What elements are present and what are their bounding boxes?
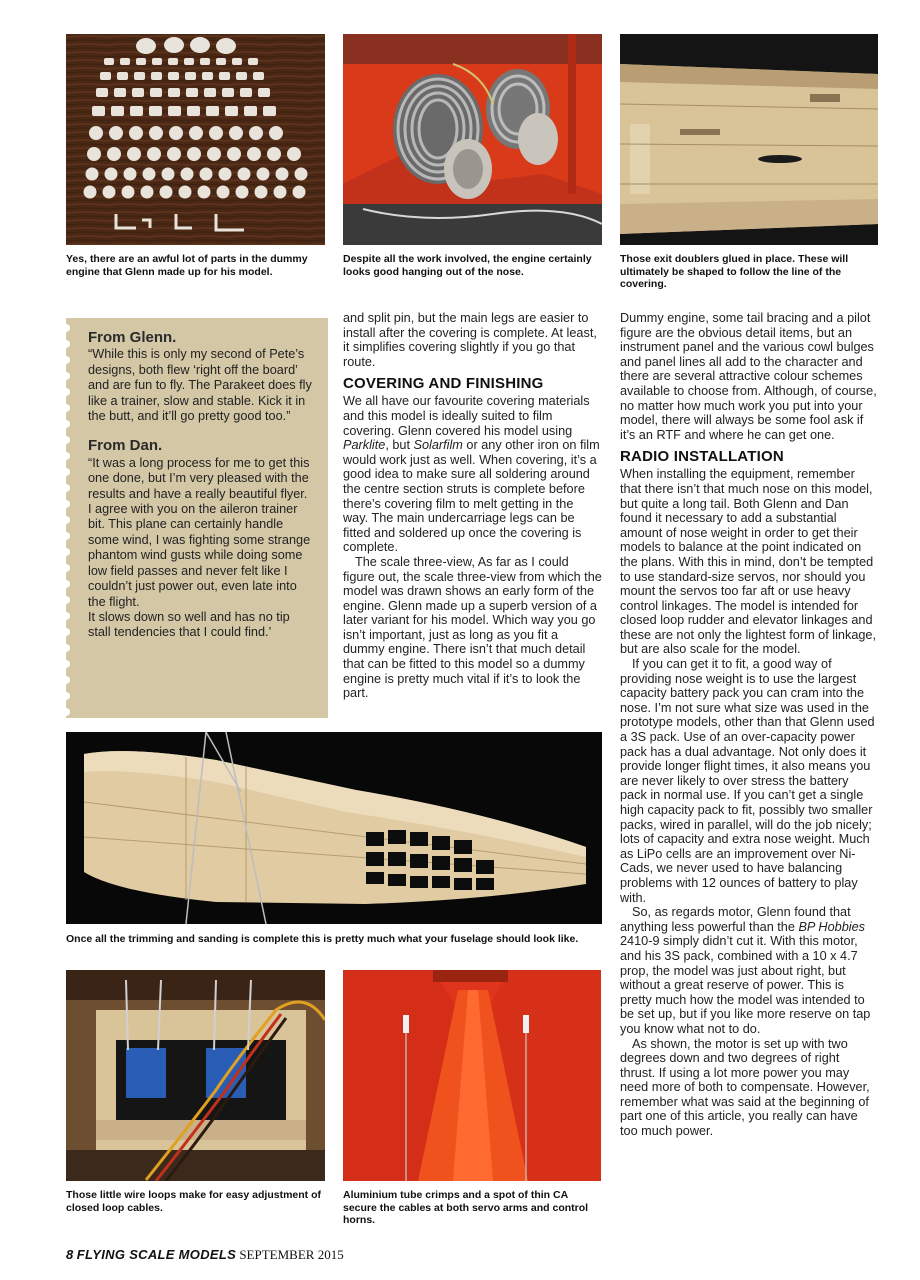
photo-tube-crimps (343, 970, 601, 1181)
wire-loops-illustration (66, 970, 325, 1181)
col2-paragraph-3: The scale three-view, As far as I could figure out, the scale three-view from which the model was drawn shows an early form of the engine. Glenn made up a superb version of a later variant for his model. Which way you go isn’t important, just as long as you fit a dummy engine. There isn’t that much detail that can be fitted to this model so a dummy engine is pretty much vital if it’s to look the part. (343, 554, 602, 701)
article-column-3 (620, 311, 878, 1139)
caption-wire-loops: Those little wire loops make for easy adjustment of closed loop cables. (66, 1189, 321, 1214)
page-footer (66, 1247, 344, 1263)
photo-engine-nose (343, 34, 602, 245)
quote-dan-text-2: It slows down so well and has no tip stall tendencies that I could find.’ (88, 609, 290, 640)
photo-engine-parts (66, 34, 325, 245)
engine-parts-illustration (66, 34, 325, 245)
exit-doublers-illustration (620, 34, 878, 245)
quote-glenn-text: “While this is only my second of Pete’s designs, both flew ‘right off the board’ and are fun to fly. The Parakeet does fly like a trainer, slow and stable. Kick it in the butt, and it’ll go pretty good too.” (88, 347, 312, 424)
col2-paragraph-1: and split pin, but the main legs are easier to install after the covering is complete. At least, it simplifies covering slightly if you go that route. (343, 311, 597, 369)
col3-paragraph-4: So, as regards motor, Glenn found that anything less powerful than the BP Hobbies 2410-9 simply didn’t cut it. With this motor, and his 3S pack, combined with a 10 x 4.7 prop, the model was just about right, but without a great reserve of power. This is pretty much how the model was intended to be set up, but if you like more reserve on tap you know what not to do. (620, 905, 871, 1036)
col3-paragraph-1: Dummy engine, some tail bracing and a pilot figure are the obvious detail items, but an instrument panel and the various cowl bulges and panel lines all add to the character and there are several attractive colour schemes available to choose from. Although, of course, no matter how much work you put into your model, there will always be some fool ask if it’s an RTF and where he can get one. (620, 311, 877, 442)
caption-engine-nose: Despite all the work involved, the engine certainly looks good hanging out of the nose. (343, 253, 592, 278)
magazine-title: FLYING SCALE MODELS (76, 1247, 237, 1262)
caption-fuselage: Once all the trimming and sanding is complete this is pretty much what your fuselage should look like. (66, 933, 579, 945)
col3-paragraph-3: If you can get it to fit, a good way of providing nose weight is to use the largest capacity battery pack you can cram into the nose. I’m not sure what size was used in the prototype models, other than that Glenn used a 3S pack. Use of an over-capacity power pack has a dual advantage. Not only does it provide longer flight times, it also means you are never likely to over stress the battery pack in normal use. If you can’t get a single high capacity pack to fit, possibly two smaller packs, wired in parallel, will do the job nicely; lots of capacity and extra nose weight. Much as LiPo cells are an improvement over Ni-Cads, we never used to have balancing problems with 12 ounces of battery to play with. (620, 657, 875, 905)
tube-crimps-illustration (343, 970, 601, 1181)
caption-exit-doublers: Those exit doublers glued in place. These will ultimately be shaped to follow the line of the covering. (620, 253, 849, 290)
photo-wire-loops (66, 970, 325, 1181)
quote-glenn-heading: From Glenn. (88, 329, 177, 346)
col2-paragraph-2: We all have our favourite covering materials and this model is ideally suited to film covering. Glenn covered his model using Parklite, but Solarfilm or any other iron on film would work just as well. When covering, it’s a good idea to make sure all soldering around the centre section struts is complete before there’s covering film to melt getting in the way. The main undercarriage legs can be fitted and soldered up once the covering is complete. (343, 394, 600, 555)
col3-paragraph-5: As shown, the motor is set up with two degrees down and two degrees of right thrust. If using a lot more power you may need more of both to compensate. However, remember what was said at the beginning of part one of this article, you really can have too much power. (620, 1036, 870, 1139)
issue-date: SEPTEMBER 2015 (239, 1247, 344, 1262)
fuselage-illustration (66, 732, 602, 924)
quote-dan-text: “It was a long process for me to get this one done, but I’m very pleased with the results and have a really beautiful flyer. I agree with you on the aileron trainer bit. This plane can certainly handle some wind, I was fighting some strange phantom wind gusts while doing some low field passes and never felt like I couldn’t just power out, even late into the flight. (88, 455, 311, 609)
quote-dan-heading: From Dan. (88, 437, 163, 455)
caption-tube-crimps: Aluminium tube crimps and a spot of thin CA secure the cables at both servo arms and control horns. (343, 1189, 589, 1226)
caption-engine-parts: Yes, there are an awful lot of parts in the dummy engine that Glenn made up for his model. (66, 253, 308, 278)
heading-radio-installation: RADIO INSTALLATION (620, 448, 784, 466)
page-number: 8 (66, 1247, 74, 1262)
photo-fuselage (66, 732, 602, 924)
photo-exit-doublers (620, 34, 878, 245)
article-column-2 (343, 311, 602, 701)
engine-nose-illustration (343, 34, 602, 245)
quotes-sidebar (66, 318, 328, 718)
col3-paragraph-2: When installing the equipment, remember that there isn’t that much nose on this model, but quite a long tail. Both Glenn and Dan found it necessary to add a substantial amount of nose weight in order to get their models to balance at the point indicated on the plans. With this in mind, don’t be tempted to use standard-size servos, nor should you mount the servos too far aft or use heavy control linkages. The model is intended for closed loop rudder and elevator linkages and these are not only the lightest form of linkage, but are also scale for the model. (620, 467, 877, 657)
heading-covering-finishing: COVERING AND FINISHING (343, 375, 544, 393)
